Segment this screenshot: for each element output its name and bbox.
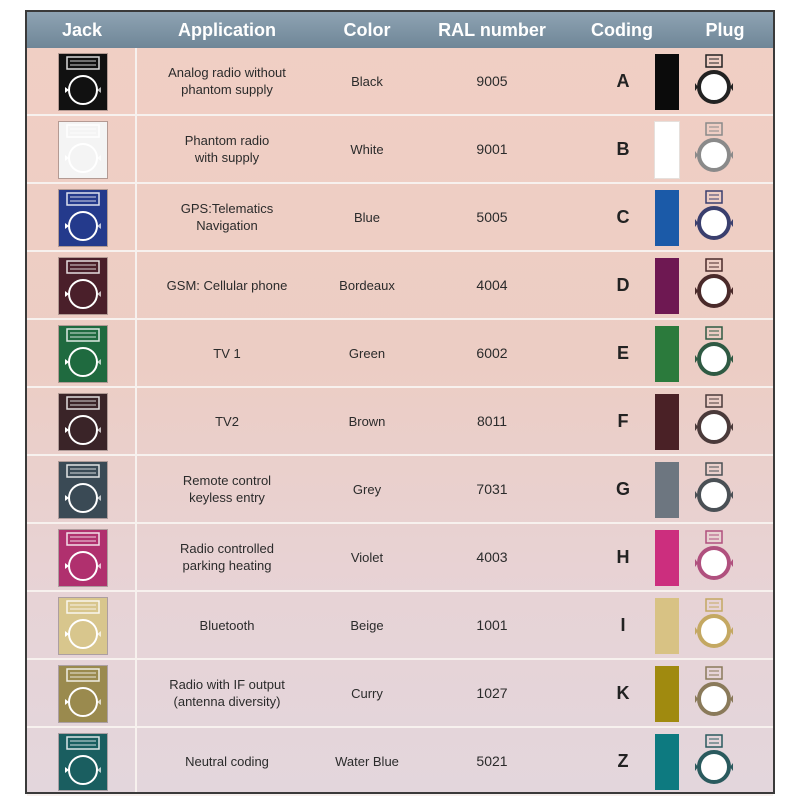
application-line-1: Phantom radio: [184, 133, 270, 148]
coding-letter: D: [616, 274, 630, 295]
coding-letter: B: [616, 138, 630, 159]
jack-connector-icon: [59, 462, 107, 518]
plug-connector-icon: [694, 392, 734, 452]
color-swatch: [655, 122, 679, 178]
color-name-cell: Brown: [348, 413, 386, 429]
application-cell: [137, 592, 317, 658]
color-swatch: [655, 258, 679, 314]
jack-connector-icon: [59, 530, 107, 586]
table-row: [27, 728, 773, 796]
jack-connector-icon: [59, 666, 107, 722]
coding-letter: Z: [617, 750, 629, 771]
application-cell: [137, 320, 317, 386]
coding-letter: C: [616, 206, 630, 227]
application-line-1: Remote control: [182, 473, 272, 488]
color-name-cell: Bordeaux: [339, 277, 395, 293]
color-swatch: [655, 326, 679, 382]
ral-number-cell: 9005: [476, 72, 508, 89]
application-line-2: phantom supply: [181, 82, 273, 97]
plug-connector-icon: [694, 188, 734, 248]
jack-connector-icon: [59, 326, 107, 382]
color-swatch: [655, 598, 679, 654]
application-line-1: TV2: [215, 413, 239, 429]
ral-number-cell: 6002: [476, 344, 508, 361]
plug-connector-icon: [694, 52, 734, 112]
color-name-cell: Violet: [350, 549, 384, 565]
table-row: [27, 320, 773, 388]
color-swatch: [655, 190, 679, 246]
application-line-1: Bluetooth: [199, 617, 255, 633]
jack-connector-icon: [59, 122, 107, 178]
plug-connector-icon: [694, 256, 734, 316]
jack-connector-icon: [59, 734, 107, 790]
ral-number-cell: 1001: [476, 616, 508, 633]
ral-number-cell: 4003: [476, 548, 508, 565]
plug-connector-icon: [694, 596, 734, 656]
color-name-cell: Black: [351, 73, 383, 89]
jack-connector-icon: [59, 190, 107, 246]
table-row: [27, 48, 773, 116]
application-cell: [137, 728, 317, 794]
table-row: [27, 184, 773, 252]
table-row: [27, 388, 773, 456]
application-cell: [137, 184, 317, 250]
ral-number-cell: 7031: [476, 480, 508, 497]
coding-table: [25, 10, 775, 794]
color-name-cell: Beige: [350, 617, 384, 633]
jack-connector-icon: [59, 394, 107, 450]
color-name-cell: Curry: [351, 685, 383, 701]
application-line-1: GSM: Cellular phone: [166, 277, 288, 293]
coding-letter: E: [616, 342, 629, 363]
ral-number-cell: 9001: [476, 140, 508, 157]
plug-connector-icon: [694, 528, 734, 588]
application-line-2: (antenna diversity): [173, 694, 281, 709]
ral-number-cell: 5005: [476, 208, 508, 225]
header-ral-number: RAL number: [438, 20, 546, 40]
jack-connector-icon: [59, 598, 107, 654]
application-line-2: Navigation: [196, 218, 258, 233]
plug-connector-icon: [694, 324, 734, 384]
header-color: Color: [343, 20, 391, 40]
plug-connector-icon: [694, 664, 734, 724]
jack-connector-icon: [59, 54, 107, 110]
coding-letter: G: [615, 478, 630, 499]
color-swatch: [655, 54, 679, 110]
header-application: Application: [178, 20, 276, 40]
application-cell: [137, 456, 317, 522]
application-line-1: Neutral coding: [185, 753, 269, 769]
coding-letter: A: [616, 70, 630, 91]
table-row: [27, 456, 773, 524]
jack-connector-icon: [59, 258, 107, 314]
ral-number-cell: 1027: [476, 684, 508, 701]
application-cell: [137, 388, 317, 454]
application-line-1: GPS:Telematics: [180, 201, 274, 216]
color-swatch: [655, 394, 679, 450]
header-coding: Coding: [591, 20, 653, 40]
color-swatch: [655, 462, 679, 518]
color-name-cell: White: [350, 141, 384, 157]
plug-connector-icon: [694, 732, 734, 792]
table-header: [27, 12, 773, 48]
coding-letter: F: [617, 410, 629, 431]
application-line-1: TV 1: [213, 345, 241, 361]
table-row: [27, 524, 773, 592]
table-row: [27, 592, 773, 660]
table-row: [27, 116, 773, 184]
color-swatch: [655, 734, 679, 790]
table-row: [27, 252, 773, 320]
ral-number-cell: 4004: [476, 276, 508, 293]
application-cell: [137, 660, 317, 726]
color-name-cell: Blue: [353, 209, 381, 225]
application-cell: [137, 524, 317, 590]
application-line-1: Analog radio without: [168, 65, 286, 80]
application-line-2: keyless entry: [189, 490, 265, 505]
coding-letter: K: [616, 682, 630, 703]
plug-connector-icon: [694, 120, 734, 180]
color-name-cell: Grey: [352, 481, 382, 497]
header-plug: Plug: [705, 20, 745, 40]
application-line-1: Radio with IF output: [169, 677, 285, 692]
table-row: [27, 660, 773, 728]
application-line-2: with supply: [194, 150, 260, 165]
color-name-cell: Green: [348, 345, 386, 361]
application-cell: [137, 48, 317, 114]
ral-number-cell: 5021: [476, 752, 508, 769]
application-cell: [137, 252, 317, 318]
color-swatch: [655, 530, 679, 586]
header-jack: Jack: [61, 20, 103, 40]
color-name-cell: Water Blue: [335, 753, 399, 769]
ral-number-cell: 8011: [476, 412, 508, 429]
application-line-1: Radio controlled: [180, 541, 274, 556]
coding-letter: I: [620, 614, 626, 635]
color-swatch: [655, 666, 679, 722]
plug-connector-icon: [694, 460, 734, 520]
coding-letter: H: [616, 546, 630, 567]
application-line-2: parking heating: [182, 558, 272, 573]
application-cell: [137, 116, 317, 182]
